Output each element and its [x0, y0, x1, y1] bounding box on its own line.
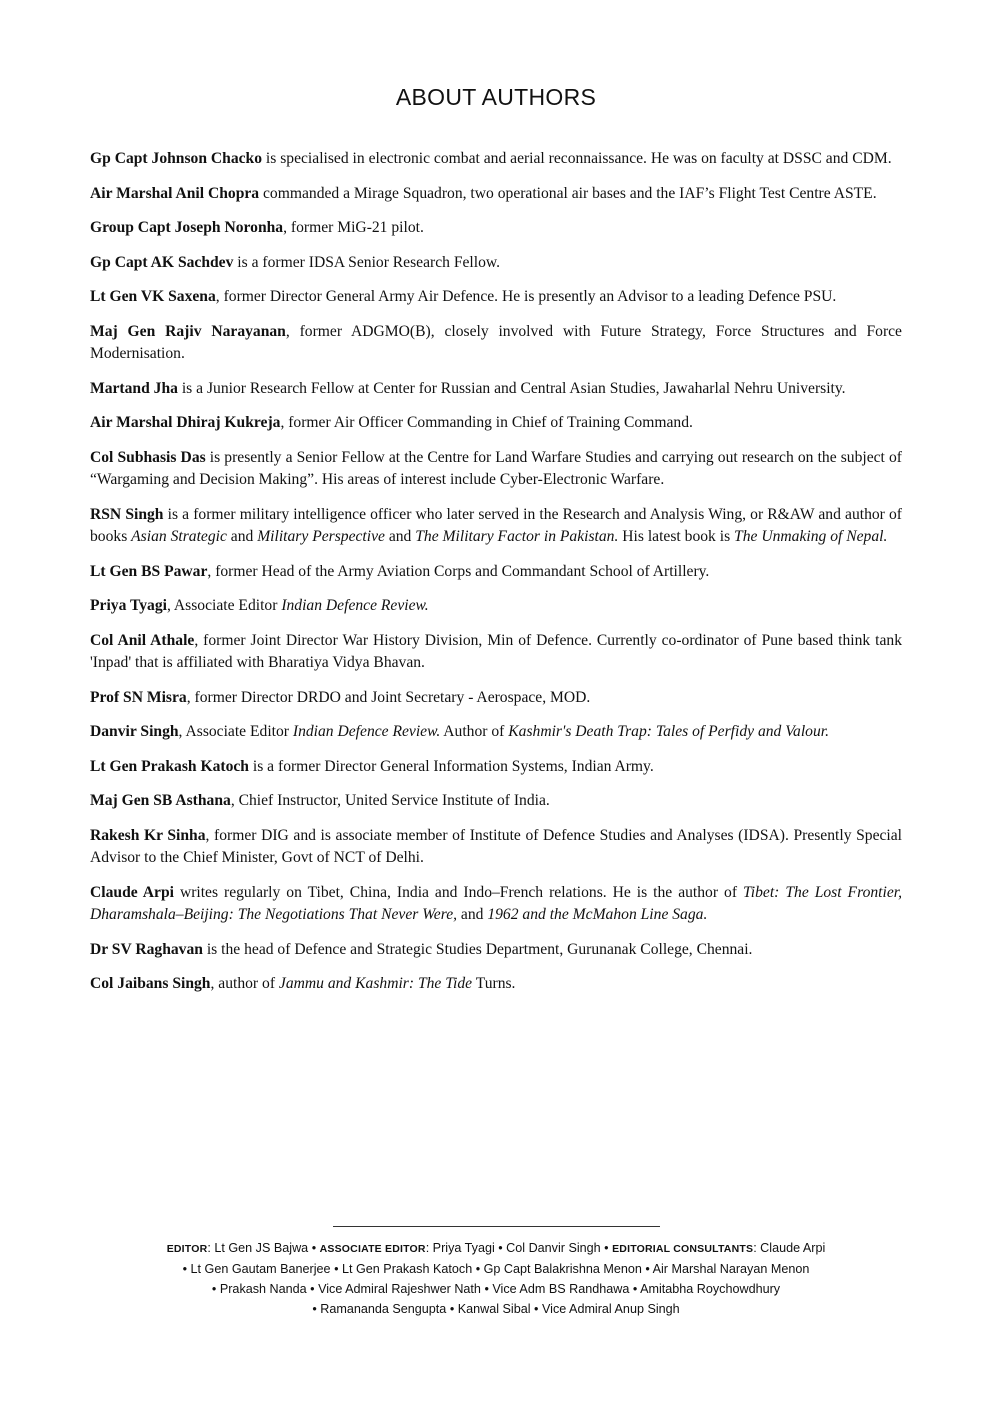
bullet-separator: • — [310, 1282, 315, 1296]
bullet-separator: • — [311, 1241, 317, 1255]
footer-names: Ramananda Sengupta — [316, 1302, 450, 1316]
author-bio-text: is specialised in electronic combat and aerial reconnaissance. He was on faculty at DSSC and CDM. — [262, 150, 892, 167]
bullet-separator: • — [312, 1302, 317, 1316]
author-name: Priya Tyagi — [90, 597, 167, 614]
footer-role-label: EDITOR — [166, 1243, 208, 1255]
author-name: RSN Singh — [90, 505, 164, 523]
author-bio-text: and — [384, 528, 416, 545]
author-name: Col Jaibans Singh — [90, 975, 211, 992]
footer-names: Vice Admiral Anup Singh — [538, 1302, 680, 1316]
author-name: Rakesh Kr Sinha — [90, 826, 206, 844]
bullet-separator: • — [475, 1262, 481, 1276]
book-title: Indian Defence Review. — [292, 723, 441, 740]
footer-line — [120, 1259, 872, 1279]
author-bio-text: and — [457, 906, 488, 923]
author-name: Dr SV Raghavan — [90, 940, 203, 958]
author-bio-text: is the head of Defence and Strategic Studies Department, Gurunanak College, Chennai. — [202, 940, 753, 958]
author-bio-text: Turns. — [472, 975, 516, 992]
author-entry — [90, 973, 902, 996]
author-bio-text: , Chief Instructor, United Service Institute of India. — [230, 792, 550, 809]
author-name: Lt Gen VK Saxena — [90, 288, 216, 305]
author-entry — [90, 790, 902, 813]
author-entry — [90, 595, 902, 618]
author-bio-text: , former DIG and is associate member of Institute of Defence Studies and Analyses (IDSA). Presently Special Advisor to the Chief Minister, Govt of NCT of Delhi. — [90, 826, 902, 866]
author-bio-text: , Associate Editor — [178, 723, 293, 740]
book-title: Indian Defence Review. — [281, 597, 429, 614]
author-bio-text: commanded a Mirage Squadron, two operational air bases and the IAF’s Flight Test Centre ASTE. — [259, 184, 877, 202]
author-bio-text: , former Director DRDO and Joint Secretary - Aerospace, MOD. — [186, 688, 591, 706]
author-name: Gp Capt Johnson Chacko — [90, 150, 263, 167]
footer-names: Lt Gen Prakash Katoch — [338, 1262, 476, 1276]
author-name: Claude Arpi — [90, 883, 174, 901]
author-entry — [90, 504, 902, 549]
bullet-separator: • — [632, 1282, 638, 1296]
author-name: Lt Gen BS Pawar — [90, 562, 208, 580]
author-entry — [90, 412, 902, 435]
footer-names: Vice Adm BS Randhawa — [488, 1282, 633, 1296]
book-title: 1962 and the McMahon Line Saga. — [487, 906, 708, 923]
author-entry — [90, 561, 902, 584]
author-name: Gp Capt AK Sachdev — [90, 253, 234, 271]
author-bio-text: is a former military intelligence officer who later served in the Research and Analysis Wing, or R&AW and author of books — [90, 505, 902, 545]
footer-line — [120, 1238, 872, 1259]
author-entry — [90, 825, 902, 870]
footer-line — [120, 1279, 872, 1299]
author-entry — [90, 217, 902, 240]
footer-line — [120, 1299, 872, 1319]
author-entry — [90, 321, 902, 366]
footer-names: : Claude Arpi — [753, 1241, 826, 1255]
bullet-separator: • — [449, 1302, 455, 1316]
author-bio-text: and — [226, 528, 258, 545]
footer-names: Air Marshal Narayan Menon — [649, 1262, 810, 1276]
masthead-footer — [120, 1238, 872, 1319]
footer-role-label: EDITORIAL CONSULTANTS — [612, 1243, 754, 1255]
bullet-separator: • — [211, 1282, 217, 1296]
author-entry — [90, 148, 902, 171]
book-title: Jammu and Kashmir: The Tide — [278, 975, 473, 992]
author-bio-text: , former Head of the Army Aviation Corps and Commandant School of Artillery. — [207, 562, 710, 580]
author-entry — [90, 252, 902, 275]
book-title: Kashmir's Death Trap: Tales of Perfidy and Valour. — [508, 723, 829, 740]
footer-names: : Priya Tyagi — [425, 1241, 499, 1255]
author-bio-text: , author of — [210, 975, 279, 992]
author-list — [90, 148, 902, 1008]
author-bio-text: is a former IDSA Senior Research Fellow. — [233, 253, 501, 271]
author-name: Air Marshal Anil Chopra — [90, 184, 260, 202]
bullet-separator: • — [604, 1241, 609, 1255]
book-title: Asian Strategic — [131, 528, 227, 545]
book-title: Tibet: The Lost Frontier, Dharamshala–Beijing: The Negotiations That Never Were, — [90, 883, 902, 923]
author-name: Maj Gen SB Asthana — [90, 792, 231, 809]
author-bio-text: , former ADGMO(B), closely involved with Future Strategy, Force Structures and Force Modernisation. — [90, 322, 902, 362]
author-bio-text: is a former Director General Information Systems, Indian Army. — [248, 757, 654, 775]
author-bio-text: , former Joint Director War History Division, Min of Defence. Currently co-ordinator of Pune based think tank 'Inpad' that is affiliated with Bharatiya Vidya Bhavan. — [90, 631, 902, 671]
book-title: Military Perspective — [257, 528, 385, 545]
author-entry — [90, 721, 902, 744]
footer-names: Col Danvir Singh — [502, 1241, 605, 1255]
book-title: The Unmaking of Nepal. — [734, 528, 888, 545]
author-bio-text: is a Junior Research Fellow at Center for Russian and Central Asian Studies, Jawaharlal Nehru University. — [177, 379, 846, 397]
author-bio-text: writes regularly on Tibet, China, India and Indo–French relations. He is the author of — [173, 883, 743, 901]
author-name: Lt Gen Prakash Katoch — [90, 757, 249, 775]
author-entry — [90, 756, 902, 779]
footer-names: Gp Capt Balakrishna Menon — [480, 1262, 646, 1276]
author-entry — [90, 286, 902, 309]
bullet-separator: • — [182, 1262, 188, 1276]
author-name: Danvir Singh — [90, 723, 179, 740]
bullet-separator: • — [498, 1241, 503, 1255]
author-name: Prof SN Misra — [90, 688, 187, 706]
footer-names: Amitabha Roychowdhury — [637, 1282, 781, 1296]
author-entry — [90, 447, 902, 492]
author-bio-text: Author of — [440, 723, 509, 740]
author-entry — [90, 687, 902, 710]
author-name: Col Anil Athale — [90, 631, 195, 649]
author-entry — [90, 378, 902, 401]
author-entry — [90, 882, 902, 927]
footer-names: Vice Admiral Rajeshwer Nath — [314, 1282, 485, 1296]
author-bio-text: , former Air Officer Commanding in Chief of Training Command. — [280, 414, 693, 431]
bullet-separator: • — [534, 1302, 539, 1316]
footer-divider — [333, 1226, 660, 1227]
author-name: Air Marshal Dhiraj Kukreja — [90, 414, 281, 431]
book-title: The Military Factor in Pakistan. — [415, 528, 619, 545]
bullet-separator: • — [645, 1262, 650, 1276]
footer-names: Kanwal Sibal — [454, 1302, 535, 1316]
author-name: Martand Jha — [90, 379, 178, 397]
author-name: Maj Gen Rajiv Narayanan — [90, 322, 286, 340]
author-bio-text: , Associate Editor — [166, 597, 282, 614]
page-title: ABOUT AUTHORS — [395, 84, 597, 110]
author-entry — [90, 183, 902, 206]
bullet-separator: • — [334, 1262, 339, 1276]
footer-role-label: ASSOCIATE EDITOR — [319, 1243, 426, 1255]
author-entry — [90, 939, 902, 962]
author-bio-text: , former MiG-21 pilot. — [283, 219, 424, 236]
author-name: Group Capt Joseph Noronha — [90, 219, 284, 236]
footer-names: Lt Gen Gautam Banerjee — [187, 1262, 335, 1276]
author-name: Col Subhasis Das — [90, 448, 206, 466]
author-bio-text: , former Director General Army Air Defence. He is presently an Advisor to a leading Defence PSU. — [215, 288, 837, 305]
bullet-separator: • — [484, 1282, 489, 1296]
author-entry — [90, 630, 902, 675]
author-bio-text: is presently a Senior Fellow at the Centre for Land Warfare Studies and carrying out research on the subject of “Wargaming and Decision Making”. His areas of interest include Cyber-Electronic Warfare. — [90, 448, 902, 488]
author-bio-text: His latest book is — [618, 528, 735, 545]
footer-names: : Lt Gen JS Bajwa — [207, 1241, 312, 1255]
footer-names: Prakash Nanda — [216, 1282, 311, 1296]
